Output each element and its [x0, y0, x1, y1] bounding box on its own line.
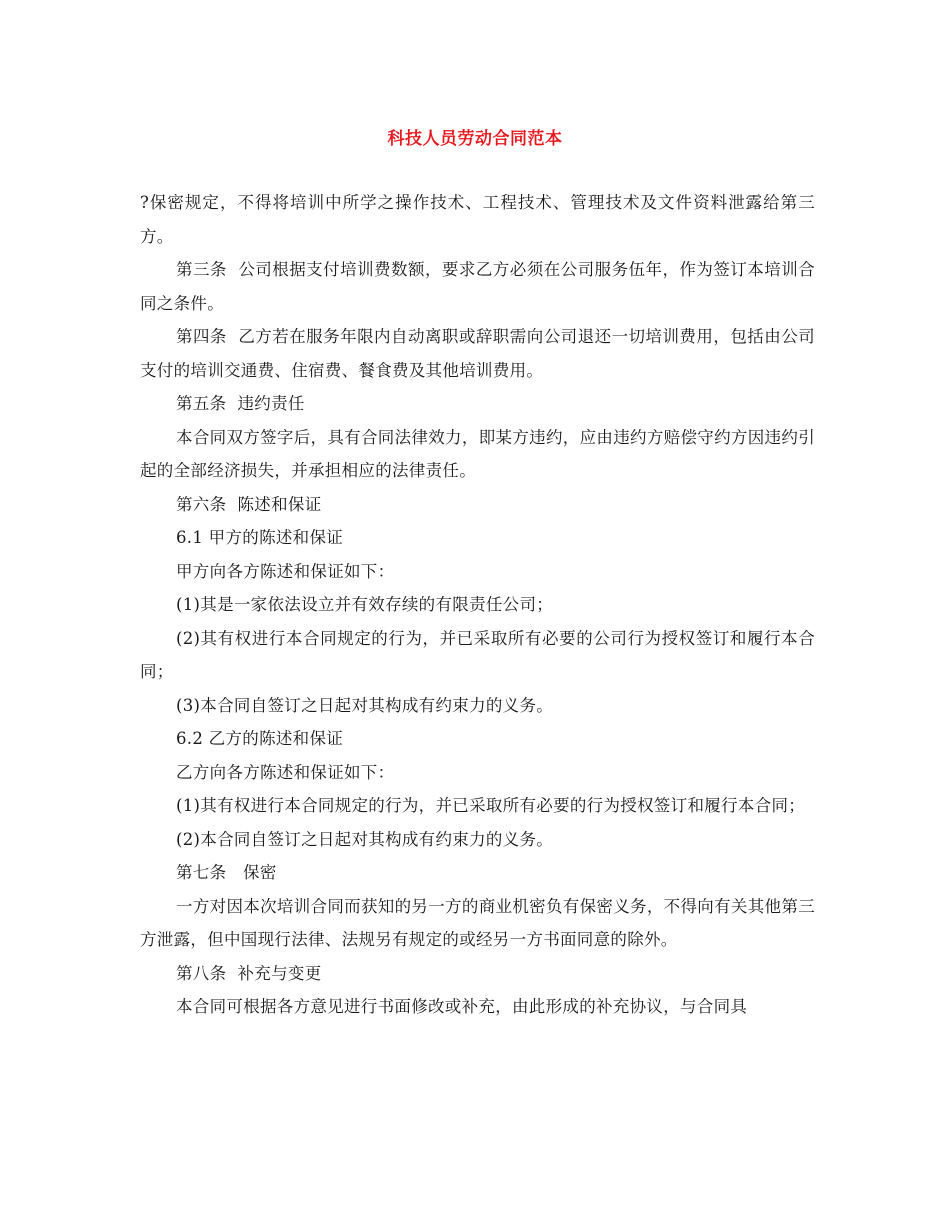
paragraph: 第七条 保密	[176, 863, 277, 882]
paragraph: (2)其有权进行本合同规定的行为，并已采取所有必要的公司行为授权签订和履行本合同；	[140, 628, 815, 681]
paragraph: 6.1 甲方的陈述和保证	[176, 528, 344, 547]
paragraph: 6.2 乙方的陈述和保证	[176, 729, 344, 748]
paragraph: 第六条 陈述和保证	[176, 494, 322, 514]
paragraph: ?保密规定，不得将培训中所学之操作技术、工程技术、管理技术及文件资料泄露给第三方。	[140, 193, 815, 246]
paragraph: (3)本合同自签订之日起对其构成有约束力的义务。	[176, 695, 554, 715]
document-title: 科技人员劳动合同范本	[387, 129, 563, 149]
paragraph: 第四条 乙方若在服务年限内自动离职或辞职需向公司退还一切培训费用，包括由公司支付的培训交通费、住宿费、餐食费及其他培训费用。	[140, 327, 815, 380]
paragraph: (1)其有权进行本合同规定的行为，并已采取所有必要的行为授权签订和履行本合同；	[176, 796, 806, 815]
document-body	[140, 186, 815, 1024]
paragraph: (1)其是一家依法设立并有效存续的有限责任公司；	[176, 595, 554, 614]
paragraph: 乙方向各方陈述和保证如下：	[176, 762, 395, 782]
paragraph: 本合同可根据各方意见进行书面修改或补充，由此形成的补充协议，与合同具	[176, 997, 748, 1016]
paragraph: 第八条 补充与变更	[176, 963, 322, 983]
paragraph: (2)本合同自签订之日起对其构成有约束力的义务。	[176, 829, 554, 849]
paragraph: 第三条 公司根据支付培训费数额，要求乙方必须在公司服务伍年，作为签订本培训合同之条件。	[140, 260, 815, 313]
paragraph: 本合同双方签字后，具有合同法律效力，即某方违约，应由违约方赔偿守约方因违约引起的全部经济损失，并承担相应的法律责任。	[140, 427, 815, 480]
paragraph: 甲方向各方陈述和保证如下：	[176, 561, 395, 581]
paragraph: 第五条 违约责任	[176, 394, 305, 413]
paragraph: 一方对因本次培训合同而获知的另一方的商业机密负有保密义务，不得向有关其他第三方泄露，但中国现行法律、法规另有规定的或经另一方书面同意的除外。	[140, 896, 815, 949]
